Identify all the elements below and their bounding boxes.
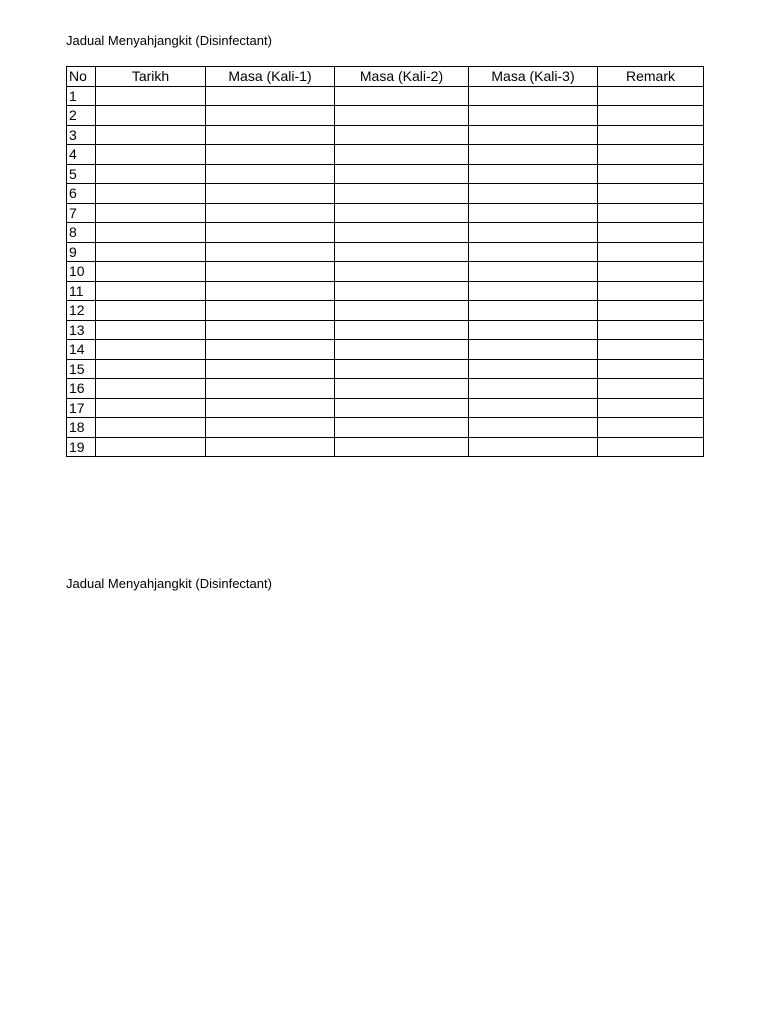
cell-masa-kali-1 — [206, 164, 335, 184]
table-row — [67, 359, 704, 379]
cell-masa-kali-2 — [335, 437, 469, 457]
cell-masa-kali-2 — [335, 203, 469, 223]
cell-no: 14 — [67, 340, 96, 360]
cell-masa-kali-3 — [469, 418, 598, 438]
cell-masa-kali-2 — [335, 106, 469, 126]
cell-remark — [598, 320, 704, 340]
cell-remark — [598, 106, 704, 126]
cell-remark — [598, 164, 704, 184]
cell-masa-kali-1 — [206, 281, 335, 301]
cell-tarikh — [96, 359, 206, 379]
disinfection-log-table — [66, 66, 704, 457]
cell-no: 11 — [67, 281, 96, 301]
cell-tarikh — [96, 320, 206, 340]
cell-masa-kali-2 — [335, 301, 469, 321]
cell-masa-kali-1 — [206, 437, 335, 457]
column-header-no: No — [67, 67, 96, 87]
cell-masa-kali-2 — [335, 242, 469, 262]
table-header-row — [67, 67, 704, 87]
cell-no: 5 — [67, 164, 96, 184]
table-row — [67, 164, 704, 184]
cell-remark — [598, 398, 704, 418]
table-row — [67, 437, 704, 457]
cell-tarikh — [96, 340, 206, 360]
cell-masa-kali-2 — [335, 340, 469, 360]
cell-masa-kali-3 — [469, 262, 598, 282]
cell-masa-kali-3 — [469, 359, 598, 379]
table-row — [67, 223, 704, 243]
cell-tarikh — [96, 184, 206, 204]
cell-no: 6 — [67, 184, 96, 204]
cell-masa-kali-2 — [335, 418, 469, 438]
cell-masa-kali-1 — [206, 125, 335, 145]
cell-masa-kali-1 — [206, 359, 335, 379]
cell-tarikh — [96, 301, 206, 321]
cell-remark — [598, 418, 704, 438]
cell-no: 2 — [67, 106, 96, 126]
table-row — [67, 301, 704, 321]
cell-masa-kali-3 — [469, 340, 598, 360]
cell-tarikh — [96, 437, 206, 457]
cell-no: 13 — [67, 320, 96, 340]
cell-masa-kali-2 — [335, 125, 469, 145]
table-row — [67, 398, 704, 418]
cell-remark — [598, 86, 704, 106]
cell-masa-kali-2 — [335, 379, 469, 399]
cell-remark — [598, 242, 704, 262]
cell-no: 1 — [67, 86, 96, 106]
cell-remark — [598, 301, 704, 321]
cell-no: 17 — [67, 398, 96, 418]
cell-masa-kali-1 — [206, 223, 335, 243]
cell-no: 16 — [67, 379, 96, 399]
cell-masa-kali-3 — [469, 203, 598, 223]
cell-tarikh — [96, 418, 206, 438]
cell-masa-kali-2 — [335, 281, 469, 301]
cell-tarikh — [96, 125, 206, 145]
cell-masa-kali-2 — [335, 184, 469, 204]
cell-tarikh — [96, 203, 206, 223]
cell-remark — [598, 203, 704, 223]
cell-remark — [598, 125, 704, 145]
cell-masa-kali-2 — [335, 320, 469, 340]
cell-masa-kali-3 — [469, 379, 598, 399]
cell-masa-kali-3 — [469, 125, 598, 145]
column-header-tarikh: Tarikh — [96, 67, 206, 87]
cell-tarikh — [96, 86, 206, 106]
cell-tarikh — [96, 379, 206, 399]
table-row — [67, 340, 704, 360]
cell-masa-kali-1 — [206, 106, 335, 126]
cell-remark — [598, 340, 704, 360]
cell-masa-kali-1 — [206, 145, 335, 165]
cell-masa-kali-1 — [206, 379, 335, 399]
cell-masa-kali-2 — [335, 359, 469, 379]
cell-remark — [598, 379, 704, 399]
cell-masa-kali-2 — [335, 164, 469, 184]
cell-masa-kali-1 — [206, 262, 335, 282]
cell-masa-kali-2 — [335, 145, 469, 165]
cell-remark — [598, 223, 704, 243]
cell-masa-kali-1 — [206, 398, 335, 418]
table-row — [67, 418, 704, 438]
cell-no: 10 — [67, 262, 96, 282]
cell-masa-kali-3 — [469, 281, 598, 301]
cell-remark — [598, 437, 704, 457]
cell-masa-kali-1 — [206, 418, 335, 438]
cell-masa-kali-1 — [206, 340, 335, 360]
cell-no: 15 — [67, 359, 96, 379]
cell-masa-kali-3 — [469, 320, 598, 340]
column-header-masa-kali-1: Masa (Kali-1) — [206, 67, 335, 87]
cell-tarikh — [96, 242, 206, 262]
cell-masa-kali-1 — [206, 242, 335, 262]
cell-tarikh — [96, 281, 206, 301]
table-row — [67, 320, 704, 340]
table-row — [67, 262, 704, 282]
cell-no: 7 — [67, 203, 96, 223]
column-header-masa-kali-2: Masa (Kali-2) — [335, 67, 469, 87]
cell-no: 19 — [67, 437, 96, 457]
cell-masa-kali-1 — [206, 184, 335, 204]
cell-tarikh — [96, 398, 206, 418]
table-row — [67, 184, 704, 204]
cell-masa-kali-1 — [206, 320, 335, 340]
cell-remark — [598, 262, 704, 282]
cell-tarikh — [96, 106, 206, 126]
table-row — [67, 203, 704, 223]
cell-masa-kali-3 — [469, 184, 598, 204]
cell-no: 9 — [67, 242, 96, 262]
cell-remark — [598, 145, 704, 165]
cell-masa-kali-1 — [206, 203, 335, 223]
table-body — [67, 86, 704, 457]
cell-masa-kali-3 — [469, 106, 598, 126]
cell-remark — [598, 359, 704, 379]
table-row — [67, 125, 704, 145]
table-row — [67, 145, 704, 165]
cell-masa-kali-3 — [469, 164, 598, 184]
cell-masa-kali-3 — [469, 437, 598, 457]
cell-masa-kali-3 — [469, 145, 598, 165]
cell-masa-kali-2 — [335, 223, 469, 243]
cell-masa-kali-3 — [469, 223, 598, 243]
cell-masa-kali-2 — [335, 262, 469, 282]
cell-masa-kali-2 — [335, 398, 469, 418]
cell-remark — [598, 184, 704, 204]
cell-tarikh — [96, 164, 206, 184]
cell-masa-kali-1 — [206, 301, 335, 321]
cell-masa-kali-3 — [469, 242, 598, 262]
table-row — [67, 242, 704, 262]
cell-tarikh — [96, 223, 206, 243]
cell-no: 18 — [67, 418, 96, 438]
page-title: Jadual Menyahjangkit (Disinfectant) — [66, 33, 272, 48]
cell-masa-kali-1 — [206, 86, 335, 106]
cell-masa-kali-2 — [335, 86, 469, 106]
cell-tarikh — [96, 262, 206, 282]
table-row — [67, 86, 704, 106]
cell-tarikh — [96, 145, 206, 165]
cell-no: 12 — [67, 301, 96, 321]
cell-no: 8 — [67, 223, 96, 243]
cell-no: 4 — [67, 145, 96, 165]
cell-remark — [598, 281, 704, 301]
cell-no: 3 — [67, 125, 96, 145]
page-title-repeat: Jadual Menyahjangkit (Disinfectant) — [66, 576, 272, 591]
cell-masa-kali-3 — [469, 86, 598, 106]
cell-masa-kali-3 — [469, 301, 598, 321]
table-row — [67, 281, 704, 301]
table-row — [67, 106, 704, 126]
column-header-remark: Remark — [598, 67, 704, 87]
table-row — [67, 379, 704, 399]
cell-masa-kali-3 — [469, 398, 598, 418]
column-header-masa-kali-3: Masa (Kali-3) — [469, 67, 598, 87]
